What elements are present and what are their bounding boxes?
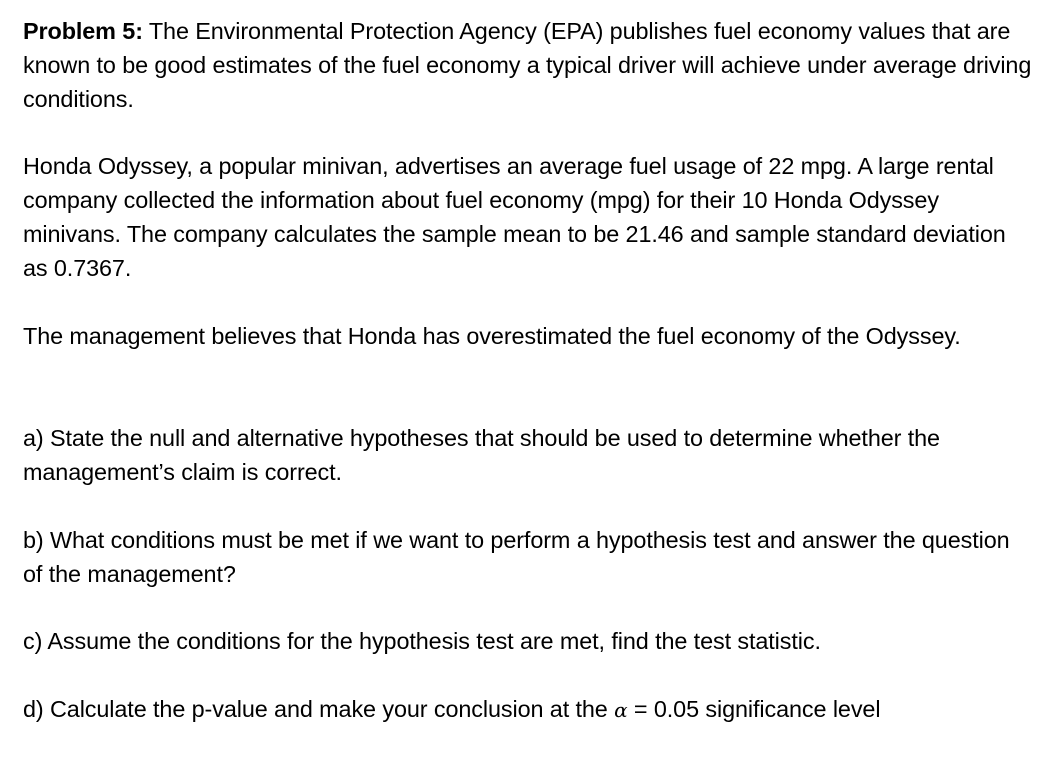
- problem-intro-text: The Environmental Protection Agency (EPA) publishes fuel economy values that are known to be good estimates of the fuel economy a typical driver will achieve under average driving conditions.: [23, 18, 1032, 112]
- question-c: c) Assume the conditions for the hypothesis test are met, find the test statistic.: [23, 628, 821, 654]
- question-a: a) State the null and alternative hypotheses that should be used to determine whether the management’s claim is correct.: [23, 425, 940, 485]
- problem-intro-paragraph: [23, 14, 1033, 116]
- question-d-text-after: = 0.05 significance level: [627, 696, 881, 722]
- question-b: b) What conditions must be met if we want to perform a hypothesis test and answer the question of the management?: [23, 527, 1010, 587]
- question-d: [23, 692, 1033, 727]
- question-d-text-before: d) Calculate the p-value and make your conclusion at the: [23, 696, 615, 722]
- management-claim-paragraph: The management believes that Honda has overestimated the fuel economy of the Odyssey.: [23, 323, 961, 349]
- problem-heading: Problem 5:: [23, 18, 143, 44]
- honda-odyssey-paragraph: Honda Odyssey, a popular minivan, advertises an average fuel usage of 22 mpg. A large rental company collected the information about fuel economy (mpg) for their 10 Honda Odyssey minivans. The company calculates the sample mean to be 21.46 and sample standard deviation as 0.7367.: [23, 153, 1006, 281]
- alpha-symbol: α: [614, 698, 628, 722]
